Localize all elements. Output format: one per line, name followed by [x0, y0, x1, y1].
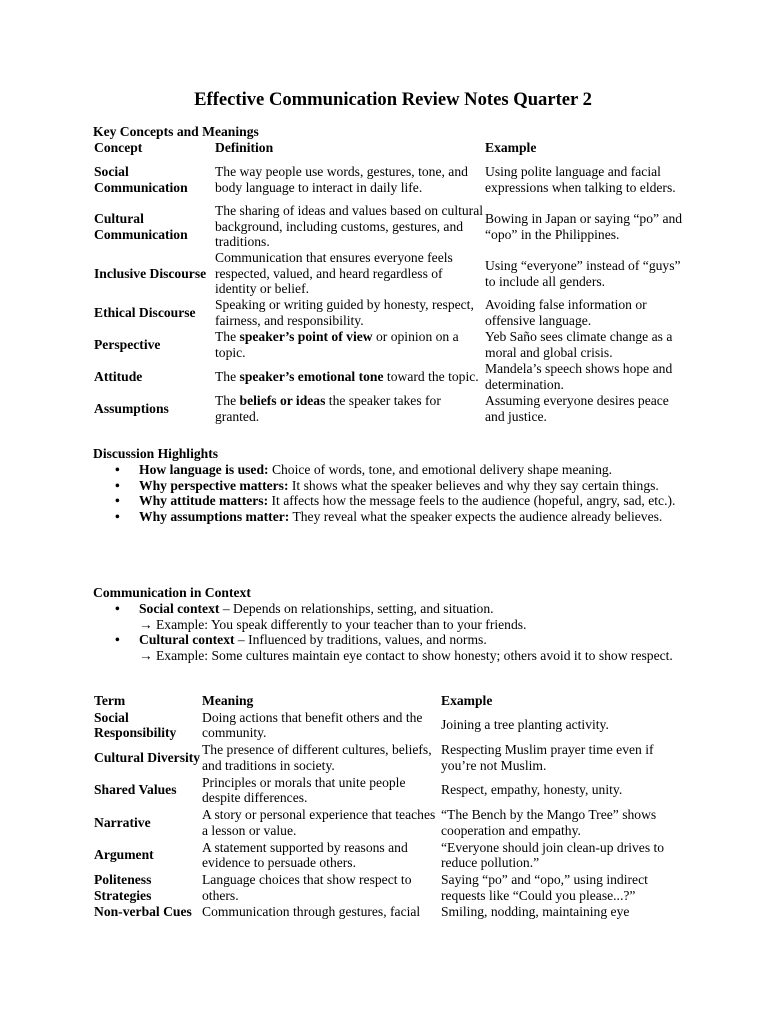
concept-row — [93, 203, 683, 250]
concept-example: Assuming everyone desires peace and justice. — [485, 393, 669, 424]
term-example: “Everyone should join clean-up drives to reduce pollution.” — [441, 839, 665, 871]
concept-row — [93, 329, 683, 361]
concept-name: Ethical Discourse — [94, 305, 196, 321]
concept-row — [93, 297, 683, 329]
concept-example: Avoiding false information or offensive language. — [485, 297, 647, 328]
term-row — [93, 742, 683, 775]
concept-row — [93, 156, 683, 203]
concept-row — [93, 250, 683, 297]
discussion-item — [93, 493, 683, 509]
concept-row — [93, 393, 683, 425]
term-meaning: Doing actions that benefit others and the community. — [202, 709, 423, 741]
discussion-list — [93, 462, 683, 524]
term-example: Joining a tree planting activity. — [441, 717, 609, 733]
definition-text: The — [215, 393, 240, 409]
term-example: “The Bench by the Mango Tree” shows cooperation and empathy. — [441, 807, 657, 838]
context-item-text: – Influenced by traditions, values, and norms. — [234, 632, 487, 648]
definition-emphasis: speaker’s point of view — [239, 329, 373, 345]
concept-definition — [214, 393, 484, 425]
concept-definition — [214, 361, 484, 393]
term-meaning: The presence of different cultures, beliefs, and traditions in society. — [202, 742, 432, 773]
discussion-item-text: They reveal what the speaker expects the audience already believes. — [289, 508, 663, 524]
term-row — [93, 709, 683, 742]
definition-text: The way people use words, gestures, tone, and body language to interact in daily life. — [215, 163, 468, 195]
column-header-term-example: Example — [441, 693, 493, 709]
discussion-heading: Discussion Highlights — [93, 446, 219, 461]
definition-emphasis: beliefs or ideas — [239, 393, 326, 409]
context-item-text: – Depends on relationships, setting, and situation. — [219, 601, 494, 616]
term-meaning: Communication through gestures, facial — [202, 904, 421, 920]
term-name: Argument — [94, 847, 154, 863]
context-item-example: → Example: Some cultures maintain eye contact to show honesty; others avoid it to show respect. — [139, 647, 673, 663]
term-meaning: A statement supported by reasons and evidence to persuade others. — [202, 839, 408, 871]
column-header-concept: Concept — [94, 140, 143, 156]
column-header-definition: Definition — [215, 140, 274, 156]
key-concepts-table — [93, 140, 683, 425]
context-item-example: → Example: You speak differently to your teacher than to your friends. — [139, 616, 527, 632]
definition-text: The sharing of ideas and values based on cultural background, including customs, gestures, and traditions. — [215, 203, 484, 250]
term-meaning: Language choices that show respect to others. — [202, 872, 412, 903]
term-row — [93, 872, 683, 905]
concept-definition — [214, 156, 484, 203]
term-row — [93, 839, 683, 872]
column-header-example: Example — [485, 140, 537, 156]
column-header-term: Term — [94, 693, 126, 709]
term-example: Saying “po” and “opo,” using indirect requests like “Could you please...?” — [441, 872, 648, 903]
concept-definition — [214, 203, 484, 250]
term-name: Narrative — [94, 814, 151, 830]
column-header-meaning: Meaning — [202, 693, 254, 709]
terms-header-row — [93, 693, 683, 709]
term-name: Social Responsibility — [94, 709, 177, 741]
discussion-item-lead: Why assumptions matter: — [139, 508, 290, 524]
definition-text-end: or opinion on a topic. — [215, 329, 459, 360]
context-list — [93, 601, 683, 663]
definition-text: Communication that ensures everyone feels respected, valued, and heard regardless of identity or belief. — [215, 250, 453, 297]
term-example: Smiling, nodding, maintaining eye — [441, 904, 630, 920]
term-meaning: Principles or morals that unite people despite differences. — [202, 774, 406, 806]
concept-name: Perspective — [94, 337, 161, 353]
term-meaning: A story or personal experience that teaches a lesson or value. — [202, 807, 436, 838]
discussion-item-lead: Why perspective matters: — [139, 477, 289, 493]
concept-row — [93, 361, 683, 393]
document-title: Effective Communication Review Notes Quarter 2 — [194, 89, 592, 110]
concept-example: Using “everyone” instead of “guys” to include all genders. — [485, 257, 681, 289]
concept-example: Bowing in Japan or saying “po” and “opo” in the Philippines. — [485, 210, 683, 242]
concept-example: Mandela’s speech shows hope and determination. — [485, 361, 673, 392]
discussion-item — [93, 462, 683, 478]
concept-example: Using polite language and facial expressions when talking to elders. — [485, 163, 676, 195]
concept-definition — [214, 329, 484, 361]
discussion-item — [93, 509, 683, 525]
term-name: Shared Values — [94, 782, 177, 798]
key-concepts-heading: Key Concepts and Meanings — [93, 124, 259, 139]
concept-name: Social Communication — [94, 163, 188, 195]
definition-text: The — [215, 329, 240, 345]
concept-definition — [214, 297, 484, 329]
term-row — [93, 807, 683, 840]
term-example: Respect, empathy, honesty, unity. — [441, 782, 623, 798]
term-row — [93, 774, 683, 807]
discussion-item-text: Choice of words, tone, and emotional delivery shape meaning. — [268, 462, 613, 477]
context-heading: Communication in Context — [93, 585, 251, 600]
definition-text-end: toward the topic. — [383, 369, 479, 385]
definition-text-end: the speaker takes for granted. — [215, 393, 441, 424]
term-name: Politeness Strategies — [94, 872, 152, 903]
definition-emphasis: speaker’s emotional tone — [239, 369, 384, 385]
term-example: Respecting Muslim prayer time even if you’re not Muslim. — [441, 742, 654, 773]
term-row — [93, 904, 683, 920]
context-item — [93, 601, 683, 632]
concept-name: Cultural Communication — [94, 210, 188, 242]
definition-text: Speaking or writing guided by honesty, respect, fairness, and responsibility. — [215, 297, 474, 328]
discussion-item-lead: How language is used: — [139, 462, 269, 477]
terms-table — [93, 693, 683, 920]
context-item — [93, 632, 683, 663]
concept-example: Yeb Saño sees climate change as a moral and global crisis. — [485, 329, 673, 360]
discussion-item-text: It shows what the speaker believes and why they say certain things. — [288, 477, 659, 493]
concept-name: Attitude — [94, 369, 143, 385]
concept-name: Assumptions — [94, 401, 169, 417]
discussion-item-lead: Why attitude matters: — [139, 493, 269, 509]
definition-text: The — [215, 369, 240, 385]
context-item-lead: Social context — [139, 601, 220, 616]
key-concepts-header-row — [93, 140, 683, 156]
concept-definition — [214, 250, 484, 297]
discussion-item — [93, 478, 683, 494]
term-name: Non-verbal Cues — [94, 904, 192, 920]
discussion-item-text: It affects how the message feels to the audience (hopeful, angry, sad, etc.). — [268, 493, 676, 509]
context-item-lead: Cultural context — [139, 632, 235, 648]
term-name: Cultural Diversity — [94, 749, 201, 765]
concept-name: Inclusive Discourse — [94, 265, 207, 281]
